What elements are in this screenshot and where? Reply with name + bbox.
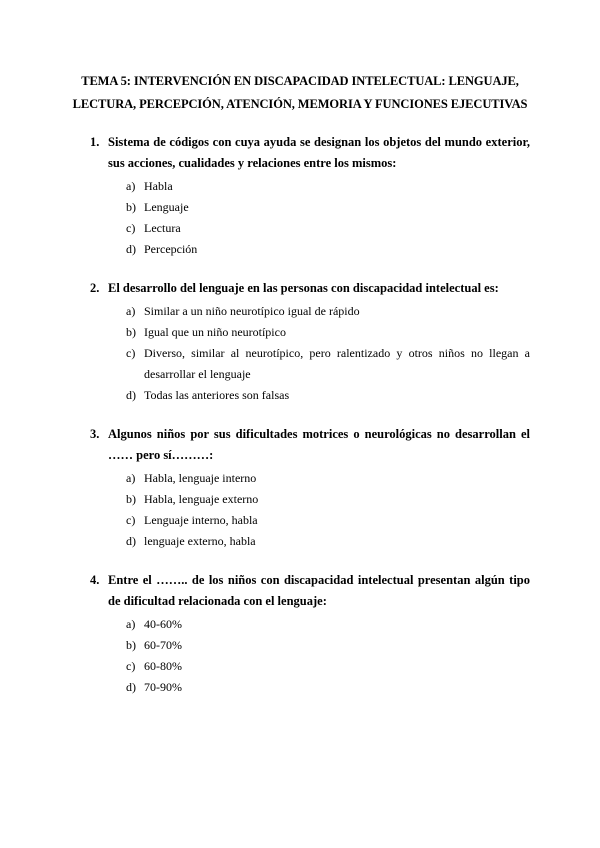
option-list [90,301,530,406]
question-number: 4. [90,573,100,587]
option-item [90,239,530,260]
option-item [90,322,530,343]
option-text: Habla, lenguaje externo [144,492,259,506]
option-text: Todas las anteriores son falsas [144,388,290,402]
option-text: Igual que un niño neurotípico [144,325,286,339]
option-letter: d) [126,534,136,548]
question-1 [90,132,530,260]
option-letter: b) [126,325,136,339]
option-text: Percepción [144,242,198,256]
option-list [90,468,530,552]
option-letter: a) [126,617,136,631]
option-list [90,614,530,698]
question-text: Entre el …….. de los niños con discapacidad intelectual presentan algún tipo de dificultad relacionada con el lenguaje: [108,573,530,608]
option-text: Habla, lenguaje interno [144,471,257,485]
option-text: 40-60% [144,617,182,631]
option-letter: c) [126,221,136,235]
option-item [90,677,530,698]
option-item [90,176,530,197]
question-stem [90,278,530,299]
option-text: Diverso, similar al neurotípico, pero ralentizado y otros niños no llegan a desarrollar el lenguaje [144,346,530,381]
option-letter: c) [126,513,136,527]
question-text: Sistema de códigos con cuya ayuda se designan los objetos del mundo exterior, sus acciones, cualidades y relaciones entre los mismos: [108,135,530,170]
document-title: TEMA 5: INTERVENCIÓN EN DISCAPACIDAD INTELECTUAL: LENGUAJE, LECTURA, PERCEPCIÓN, ATENCIÓN, MEMORIA Y FUNCIONES EJECUTIVAS [72,74,528,111]
option-item [90,635,530,656]
question-text: Algunos niños por sus dificultades motrices o neurológicas no desarrollan el …… pero sí………: [108,427,530,462]
option-text: Lenguaje interno, habla [144,513,258,527]
option-letter: c) [126,659,136,673]
option-text: lenguaje externo, habla [144,534,256,548]
option-item [90,489,530,510]
option-text: 60-80% [144,659,182,673]
option-letter: c) [126,346,136,360]
question-number: 2. [90,281,100,295]
option-item [90,301,530,322]
option-letter: a) [126,179,136,193]
option-item [90,218,530,239]
question-stem [90,424,530,466]
option-list [90,176,530,260]
question-2 [90,278,530,406]
option-text: Similar a un niño neurotípico igual de rápido [144,304,360,318]
option-letter: b) [126,638,136,652]
question-4 [90,570,530,698]
option-letter: b) [126,492,136,506]
option-letter: d) [126,242,136,256]
question-stem [90,570,530,612]
question-number: 1. [90,135,100,149]
option-letter: d) [126,680,136,694]
option-item [90,510,530,531]
option-letter: b) [126,200,136,214]
option-item [90,385,530,406]
option-item [90,531,530,552]
option-letter: d) [126,388,136,402]
option-text: Lenguaje [144,200,189,214]
option-item [90,614,530,635]
question-number: 3. [90,427,100,441]
option-text: 70-90% [144,680,182,694]
option-item [90,468,530,489]
option-letter: a) [126,304,136,318]
option-item [90,656,530,677]
question-text: El desarrollo del lenguaje en las personas con discapacidad intelectual es: [108,281,499,295]
option-letter: a) [126,471,136,485]
option-item [90,343,530,385]
option-text: Lectura [144,221,181,235]
option-text: 60-70% [144,638,182,652]
option-text: Habla [144,179,173,193]
option-item [90,197,530,218]
question-3 [90,424,530,552]
question-stem [90,132,530,174]
